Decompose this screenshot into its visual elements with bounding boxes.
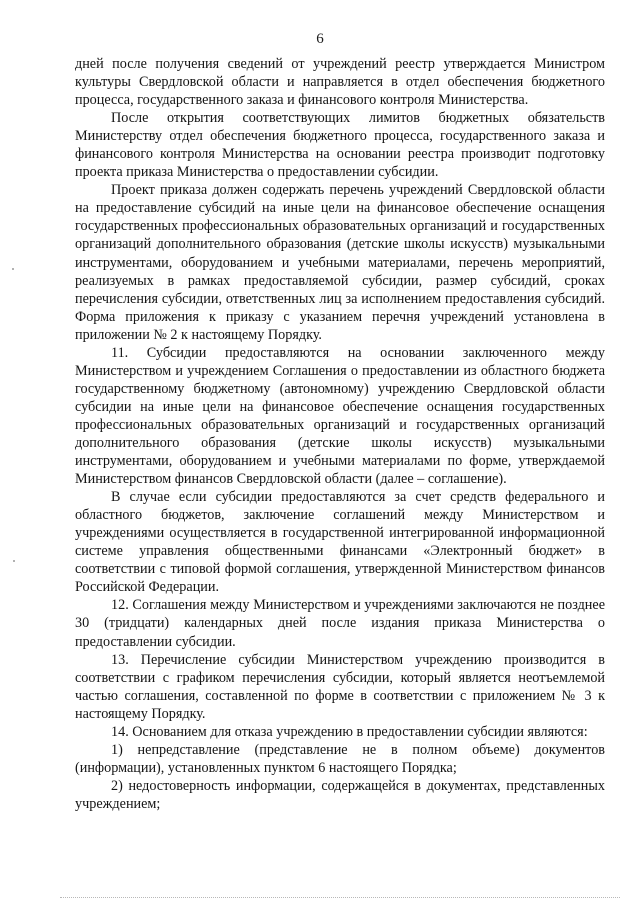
scan-speck — [12, 268, 14, 270]
paragraph-clause-14-item-2: 2) недостоверность информации, содержащейся в документах, представленных учреждением; — [75, 777, 605, 812]
paragraph-clause-12: 12. Соглашения между Министерством и учреждениями заключаются не позднее 30 (тридцати) календарных дней после издания приказа Министерства о предоставлении субсидии. — [75, 597, 605, 650]
document-body — [75, 55, 605, 813]
page-number: 6 — [316, 31, 324, 47]
paragraph-limits-opening: После открытия соответствующих лимитов бюджетных обязательств Министерству отдел обеспечения бюджетного процесса, государственного заказа и финансового контроля Министерства на основании реестра производит подготовку проекта приказа Министерства о предоставлении субсидии. — [75, 110, 605, 181]
paragraph-clause-14: 14. Основанием для отказа учреждению в предоставлении субсидии являются: — [111, 723, 588, 740]
paragraph-clause-11: 11. Субсидии предоставляются на основании заключенного между Министерством и учреждением Соглашения о предоставлении из областного бюджета государственному бюджетному (автономному) учреждению Свердловской области субсидии на иные цели на финансовое обеспечение оснащения государственных профессиональных образовательных организаций и государственных организаций дополнительного образования (детские школы искусств) музыкальными инструментами, оборудованием и учебными материалами по форме, утверждаемой Министерством финансов Свердловской области (далее – соглашение). — [75, 344, 605, 488]
paragraph-clause-14-item-1: 1) непредставление (представление не в полном объеме) документов (информации), установленных пунктом 6 настоящего Порядка; — [75, 741, 605, 776]
paragraph-federal-budget: В случае если субсидии предоставляются за счет средств федерального и областного бюджетов, заключение соглашений между Министерством и учреждениями осуществляется в государственной интегрированной информационной системе управления общественными финансами «Электронный бюджет» в соответствии с типовой формой соглашения, утвержденной Министерством финансов Российской Федерации. — [75, 489, 605, 596]
scan-artifact-line — [60, 897, 620, 898]
paragraph-draft-order: Проект приказа должен содержать перечень учреждений Свердловской области на предоставление субсидий на иные цели на финансовое обеспечение оснащения государственных профессиональных образовательных организаций и государственных организаций дополнительного образования (детские школы искусств) музыкальными инструментами, оборудованием и учебными материалами, перечень мероприятий, реализуемых в рамках предоставляемой субсидии, размер субсидий, сроках перечисления субсидии, ответственных лиц за исполнением предоставления субсидий. Форма приложения к приказу с указанием перечня учреждений установлена в приложении № 2 к настоящему Порядку. — [75, 182, 605, 343]
scan-speck — [13, 560, 15, 562]
paragraph-clause-13: 13. Перечисление субсидии Министерством учреждению производится в соответствии с графиком перечисления субсидии, который является неотъемлемой частью соглашения, составленной по форме в соответствии с приложением № 3 к настоящему Порядку. — [75, 651, 605, 722]
paragraph-continuation: дней после получения сведений от учреждений реестр утверждается Министром культуры Свердловской области и направляется в отдел обеспечения бюджетного процесса, государственного заказа и финансового контроля Министерства. — [75, 56, 605, 109]
